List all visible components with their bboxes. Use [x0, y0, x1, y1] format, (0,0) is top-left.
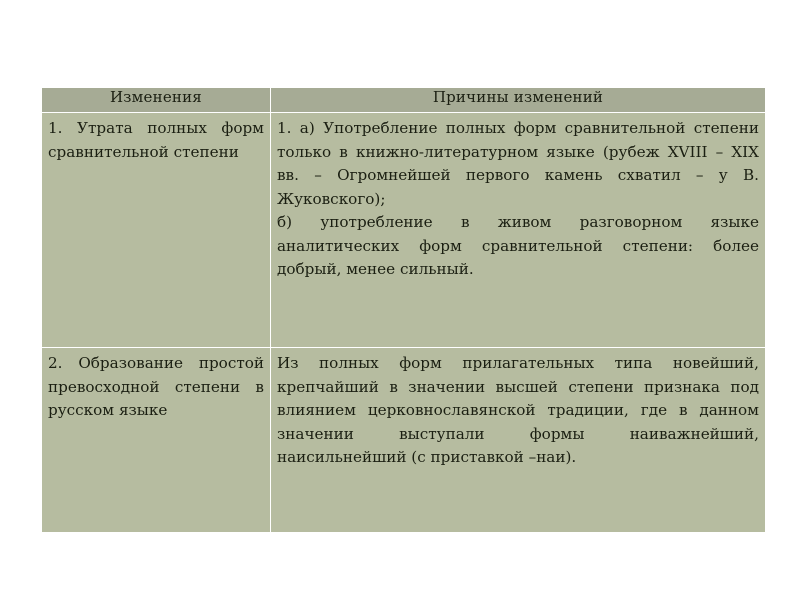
change-cell [42, 113, 271, 348]
reason-paragraph: 1. а) Употребление полных форм сравнительной степени только в книжно-литературном языке (рубеж XVIII – XIX вв. – Огромнейшей первого камень схватил – у В. Жуковского); [277, 119, 759, 208]
reasons-text [271, 348, 765, 470]
reason-paragraph: Из полных форм прилагательных типа новейший, крепчайший в значении высшей степени признака под влиянием церковнославянской традиции, где в данном значении выступали формы наиважнейший, наисильнейший (с приставкой –наи). [277, 354, 759, 466]
reasons-cell [271, 113, 766, 348]
change-text: 2. Образование простой превосходной степени в русском языке [48, 354, 264, 419]
reasons-text [271, 113, 765, 282]
change-cell [42, 348, 271, 533]
table-row [42, 348, 766, 533]
changes-table [41, 87, 766, 533]
table-header-row [42, 88, 766, 113]
change-text: 1. Утрата полных форм сравнительной степени [48, 119, 264, 161]
reasons-cell [271, 348, 766, 533]
reason-paragraph: б) употребление в живом разговорном языке аналитических форм сравнительной степени: более добрый, менее сильный. [277, 213, 759, 278]
header-changes: Изменения [42, 88, 271, 113]
header-reasons: Причины изменений [271, 88, 766, 113]
table-row [42, 113, 766, 348]
